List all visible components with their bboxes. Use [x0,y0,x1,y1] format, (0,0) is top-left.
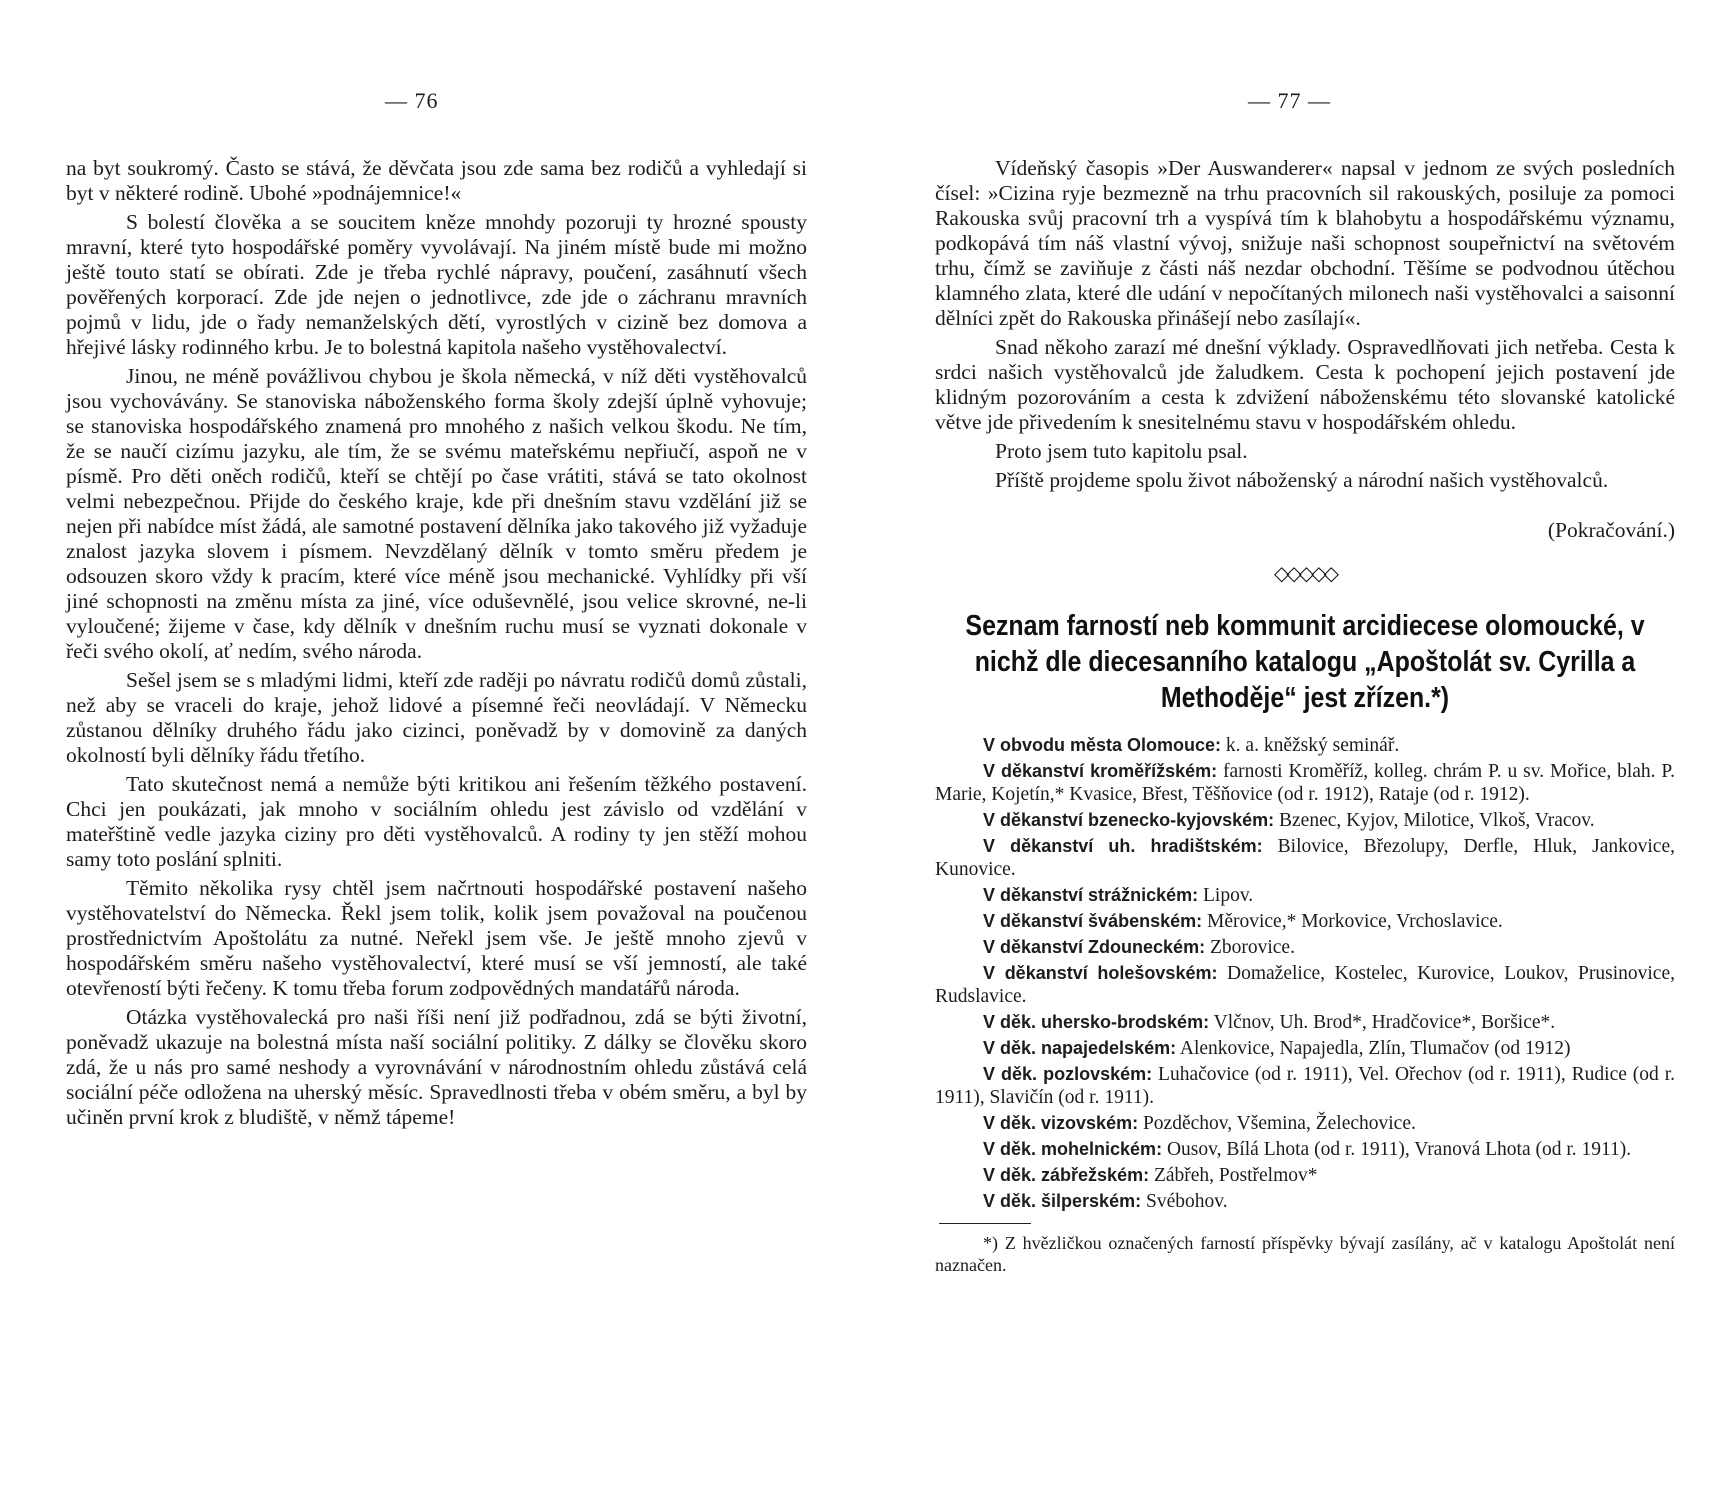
list-item: V děk. pozlovském: Luhačovice (od r. 1911), Vel. Ořechov (od r. 1911), Rudice (od r. 1911), Slavičín (od r. 1911). [935,1064,1675,1108]
section-heading: Seznam farností neb kommunit arcidiecese olomoucké, v nichž dle diecesanního katalogu „Apoštolát sv. Cyrilla a Methoděje“ jest zřízen.*) [965,610,1645,714]
paragraph: Sešel jsem se s mladými lidmi, kteří zde raději po návratu rodičů domů zůstali, než aby se vraceli do kraje, jehož lidové a písemné řeči neovládají. V Německu zůstanou dělníky druhého řádu jako cizinci, poněvadž by v domovině za daných okolností byli dělníky řádu třetího. [66,668,807,767]
paragraph: Otázka vystěhovalecká pro naši říši není již podřadnou, zdá se býti životní, poněvadž ukazuje na bolestná místa naší sociální politiky. Z dálky se člověku skoro zdá, že u nás pro samé neshody a vyrovnávání v národnostním ohledu zůstává celá sociální péče odložena na uherský měsíc. Spravedlnosti třeba v obém směru, a byl by učiněn první krok z bludiště, v němž tápeme! [66,1005,807,1129]
list-item: V obvodu města Olomouce: k. a. kněžský seminář. [983,735,1400,756]
paragraph: Tato skutečnost nemá a nemůže býti kritikou ani řešením těžkého postavení. Chci jen poukázati, jak mnoho v sociálním ohledu jest závislo od vzdělání v mateřštině vedle jazyka ciziny pro děti vystěhovalců. A rodiny ty jen stěží mohou samy toto poslání splniti. [66,772,807,871]
page-number-left: — 76 [385,88,439,113]
ornament-divider: ◇◇◇◇◇ [1274,563,1336,585]
list-item: V děk. uhersko-brodském: Vlčnov, Uh. Brod*, Hradčovice*, Boršice*. [983,1012,1556,1033]
list-item: V děkanství uh. hradištském: Bilovice, Březolupy, Derfle, Hluk, Jankovice, Kunovice. [935,836,1675,880]
footnote: *) Z hvězličkou označených farností příspěvky bývají zasílány, ač v katalogu Apoštolát není naznačen. [935,1233,1675,1275]
continuation-note: (Pokračování.) [1547,518,1675,542]
list-item: V děkanství holešovském: Domaželice, Kostelec, Kurovice, Loukov, Prusinovice, Rudslavice. [935,963,1675,1007]
footnote-rule [939,1223,1031,1224]
list-item: V děkanství švábenském: Měrovice,* Morkovice, Vrchoslavice. [983,911,1503,932]
list-item: V děk. napajedelském: Alenkovice, Napajedla, Zlín, Tlumačov (od 1912) [983,1038,1571,1059]
list-item: V děkanství Zdouneckém: Zborovice. [983,937,1295,958]
paragraph: na byt soukromý. Často se stává, že děvčata jsou zde sama bez rodičů a vyhledají si byt v některé rodině. Ubohé »podnájemnice!« [66,156,807,205]
paragraph: Snad někoho zarazí mé dnešní výklady. Ospravedlňovati jich netřeba. Cesta k srdci našich vystěhovalců jde žaludkem. Cesta k pochopení jejich postavení jde klidným pozorováním a cesta k zdvižení náboženskému této slovanské katolické větve jde přivedením k snesitelnému stavu v hospodářském ohledu. [935,335,1675,434]
parish-list [935,734,1675,1213]
paragraph: S bolestí člověka a se soucitem kněze mnohdy pozoruji ty hrozné spousty mravní, které tyto hospodářské poměry vyvolávají. Na jiném místě bude mi možno ještě touto statí se obírati. Zde je třeba rychlé nápravy, poučení, zasáhnutí všech pověřených korporací. Zde jde nejen o jednotlivce, zde jde o záchranu mravních pojmů v lidu, jde o řady nemanželských dětí, vyrostlých v cizině bez domova a hřejivé lásky rodinného krbu. Je to bolestná kapitola našeho vystěhovalectví. [66,210,807,359]
list-item: V děkanství bzenecko-kyjovském: Bzenec, Kyjov, Milotice, Vlkoš, Vracov. [983,810,1595,831]
left-column [66,156,807,1130]
list-item: V děk. zábřežském: Zábřeh, Postřelmov* [983,1165,1318,1186]
paragraph: Jinou, ne méně povážlivou chybou je škola německá, v níž děti vystěhovalců jsou vychovávány. Se stanoviska náboženského forma školy zdejší úplně vyhovuje; se stanoviska hospodářského znamená pro mnohého z našich velkou škodu. Ne tím, že se naučí cizímu jazyku, ale tím, že se svému mateřskému nepřiučí, aspoň ne v písmě. Pro děti oněch rodičů, kteří se chtějí po čase vrátiti, stává se tato okolnost velmi nebezpečnou. Přijde do českého kraje, kde při dnešním stavu vzdělání již se nejen při nabídce míst žádá, ale samotné postavení dělníka jako takového již vyžaduje znalost jazyka slovem i písmem. Nevzdělaný dělník v tomto směru předem je odsouzen skoro vždy k pracím, které více méně jsou mechanické. Vyhlídky při vší jiné schopnosti na změnu místa za jiné, více oduševnělé, jsou velice skrovné, ne-li vyloučené; žijeme v čase, kdy dělník v dnešním ruchu musí se vyznati dokonale v řeči svého okolí, ať nedím, svého národa. [66,364,807,663]
right-column [935,156,1675,1276]
list-item: V děk. vizovském: Pozděchov, Všemina, Želechovice. [983,1113,1416,1134]
closing-paragraph [935,468,1675,542]
page-number-right: — 77 — [1248,88,1331,113]
list-item: V děk. šilperském: Svébohov. [983,1191,1228,1212]
list-item: V děkanství kroměřížském: farnosti Kroměříž, kolleg. chrám P. u sv. Mořice, blah. P. Marie, Kojetín,* Kvasice, Břest, Těšňovice (od r. 1912), Rataje (od r. 1912). [935,761,1675,805]
paragraph: Vídeňský časopis »Der Auswanderer« napsal v jednom ze svých posledních čísel: »Cizina ryje bezmezně na trhu pracovních sil rakouských, posiluje za pomoci Rakouska svůj pracovní trh a vyspívá tím k blahobytu a hospodářskému významu, podkopává tím náš vlastní vývoj, snižuje naši schopnost soupeřnictví na světovém trhu, čímž se zaviňuje z části náš nezdar obchodní. Těšíme se podvodnou útěchou klamného zlata, které dle udání v nepočítaných milonech naši vystěhovalci a saisonní dělníci zpět do Rakouska přinášejí nebo zasílají«. [935,156,1675,330]
closing-text: Příště projdeme spolu život náboženský a národní našich vystěhovalců. [995,468,1609,492]
right-page [863,0,1726,1500]
list-item: V děk. mohelnickém: Ousov, Bílá Lhota (od r. 1911), Vranová Lhota (od r. 1911). [983,1139,1632,1160]
paragraph: Proto jsem tuto kapitolu psal. [995,439,1248,463]
list-item: V děkanství strážnickém: Lipov. [983,885,1254,906]
paragraph: Těmito několika rysy chtěl jsem načrtnouti hospodářské postavení našeho vystěhovatelství do Německa. Řekl jsem tolik, kolik jsem považoval na poučenou prostřednictvím Apoštolátu za nutné. Neřekl jsem vše. Je ještě mnoho zjevů v hospodářském směru našeho vystěhovalectví, které musí se vší jemností, ale také otevřeností býti řečeny. K tomu třeba forum zodpovědných mandatářů národa. [66,876,807,1000]
